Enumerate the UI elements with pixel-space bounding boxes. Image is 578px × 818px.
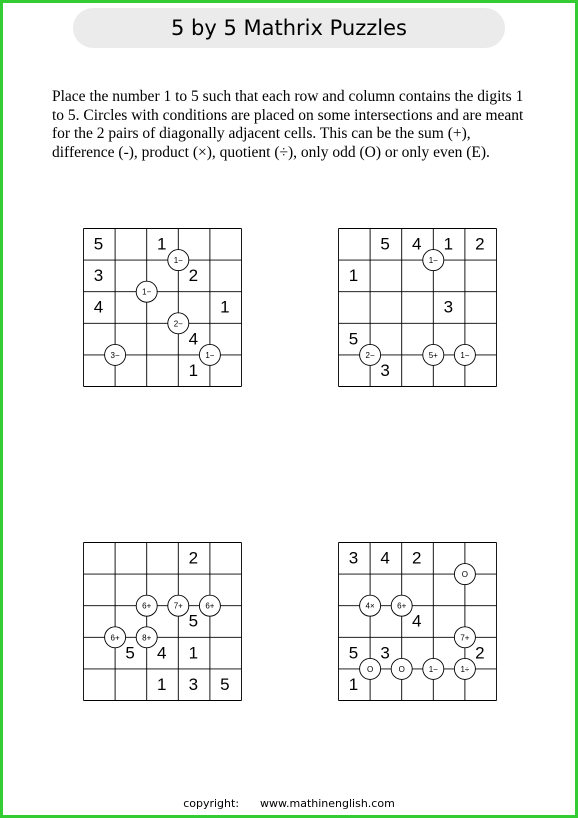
condition-label: 8+ [142, 633, 152, 643]
cell-number: 5 [125, 643, 135, 663]
cell-number: 2 [188, 548, 199, 568]
cell-number: 4 [93, 297, 104, 317]
puzzle-grid-4 [338, 542, 496, 700]
condition-circle [360, 344, 381, 365]
condition-circle [105, 627, 126, 648]
condition-circle [454, 627, 475, 648]
condition-circle [454, 564, 475, 585]
condition-circle [360, 658, 381, 679]
cell-number: 3 [348, 548, 359, 568]
puzzle-svg [83, 542, 242, 701]
condition-circle [199, 595, 220, 616]
condition-label: 3− [110, 350, 120, 360]
condition-label: 1− [142, 287, 152, 297]
page-title-text: 5 by 5 Mathrix Puzzles [171, 16, 407, 40]
condition-label: 5+ [428, 350, 438, 360]
condition-label: 4× [365, 601, 375, 611]
cell-number: 4 [411, 611, 422, 631]
condition-label: 1− [173, 256, 183, 266]
condition-label: O [398, 664, 405, 674]
condition-label: 2− [365, 350, 375, 360]
copyright-label: copyright: [183, 797, 240, 810]
puzzle-svg [83, 228, 242, 387]
cell-number: 2 [411, 548, 422, 568]
condition-circle [423, 344, 444, 365]
cell-number: 3 [443, 297, 454, 317]
cell-number: 1 [220, 297, 230, 317]
cell-number: 5 [348, 329, 359, 349]
condition-label: 1− [460, 350, 470, 360]
condition-circle [423, 658, 444, 679]
condition-label: 6+ [397, 601, 407, 611]
page-title [73, 8, 505, 48]
cell-number: 3 [380, 360, 390, 380]
condition-circle [136, 281, 157, 302]
condition-label: 1− [428, 256, 438, 266]
puzzle-grid-2 [338, 228, 496, 386]
copyright-line [0, 797, 578, 810]
cell-number: 3 [380, 643, 390, 663]
condition-circle [391, 595, 412, 616]
condition-label: 1− [205, 350, 215, 360]
condition-circle [136, 627, 157, 648]
condition-circle [454, 658, 475, 679]
condition-label: O [366, 664, 374, 674]
instructions-text: Place the number 1 to 5 such that each row and column contains the digits 1 to 5. Circles with conditions are placed on some intersections and are meant for the 2 pairs of diagonally adjacent cells. This can be the sum (+), difference (-), product (×), quotient (÷), only odd (O) or only even (E). [52, 88, 524, 161]
cell-number: 1 [156, 234, 167, 254]
cell-number: 2 [475, 643, 485, 663]
puzzle-svg [338, 542, 497, 701]
cell-number: 1 [156, 674, 167, 694]
puzzle-grid-1 [83, 228, 241, 386]
cell-number: 2 [475, 234, 485, 254]
cell-number: 4 [156, 643, 167, 663]
cell-number: 5 [93, 234, 104, 254]
copyright-site: www.mathinenglish.com [260, 797, 395, 810]
cell-number: 1 [348, 266, 359, 286]
cell-number: 5 [348, 643, 359, 663]
condition-circle [360, 595, 381, 616]
condition-label: 6+ [142, 601, 152, 611]
condition-circle [391, 658, 412, 679]
condition-label: 7+ [460, 633, 470, 643]
cell-number: 1 [348, 674, 359, 694]
cell-number: 4 [411, 234, 422, 254]
condition-label: 1− [428, 664, 438, 674]
puzzle-svg [338, 228, 497, 387]
cell-number: 1 [188, 643, 199, 663]
puzzle-grid-3 [83, 542, 241, 700]
condition-circle [168, 595, 189, 616]
cell-number: 3 [93, 266, 104, 286]
cell-number: 4 [188, 329, 199, 349]
condition-label: 6+ [205, 601, 215, 611]
condition-circle [168, 313, 189, 334]
cell-number: 1 [443, 234, 454, 254]
condition-label: 2− [173, 319, 183, 329]
condition-circle [105, 344, 126, 365]
condition-label: O [461, 570, 469, 580]
condition-circle [168, 250, 189, 271]
cell-number: 5 [380, 234, 390, 254]
condition-circle [454, 344, 475, 365]
condition-circle [136, 595, 157, 616]
cell-number: 4 [380, 548, 390, 568]
cell-number: 3 [188, 674, 199, 694]
cell-number: 2 [188, 266, 199, 286]
cell-number: 5 [220, 674, 230, 694]
condition-label: 6+ [110, 633, 120, 643]
condition-circle [423, 250, 444, 271]
condition-label: 1÷ [460, 664, 470, 674]
condition-circle [199, 344, 220, 365]
cell-number: 5 [188, 611, 199, 631]
cell-number: 1 [188, 360, 199, 380]
condition-label: 7+ [173, 601, 183, 611]
